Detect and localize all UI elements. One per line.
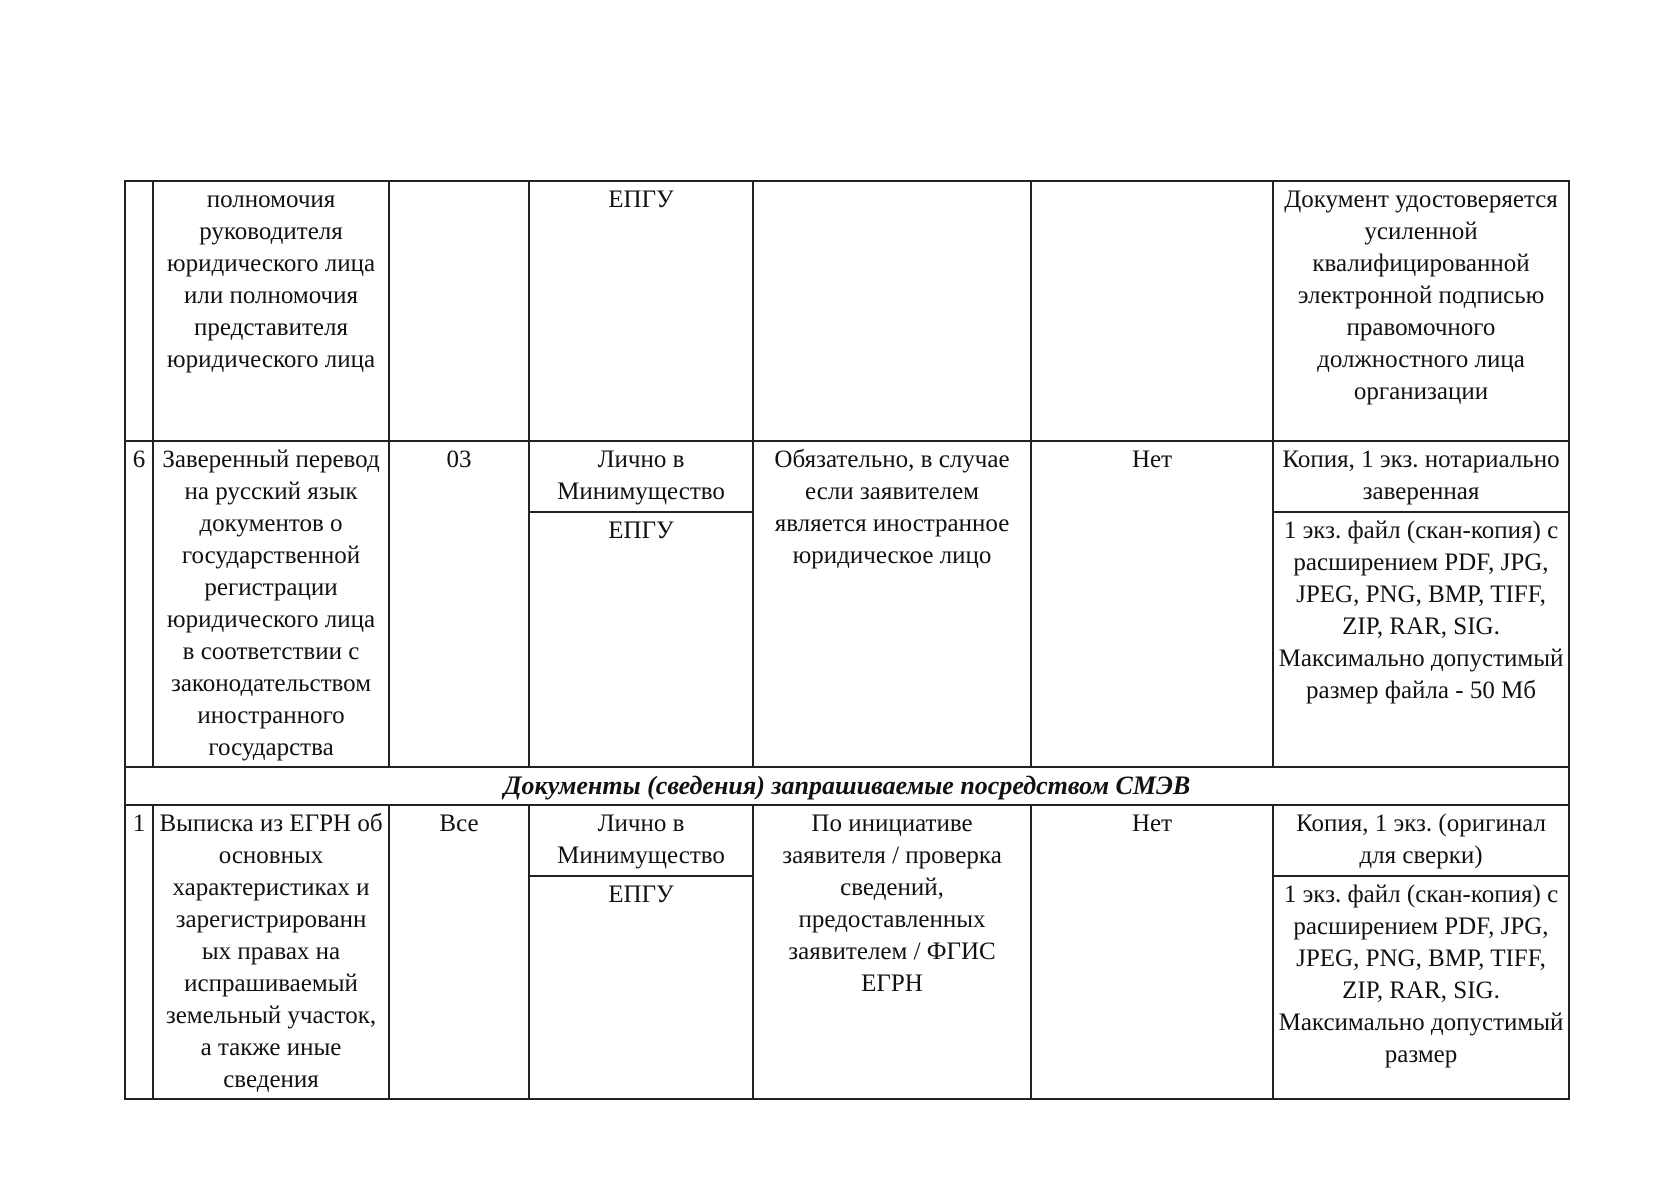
cell-form: Документ удостоверяется усиленной квалифицированной электронной подписью правомочного должностного лица организации [1273,181,1569,441]
table-row-1a [125,805,1569,876]
cell-form-electronic: 1 экз. файл (скан-копия) с расширением PDF, JPG, JPEG, PNG, BMP, TIFF, ZIP, RAR, SIG. Максимально допустимый размер файла - 50 Мб [1273,512,1569,767]
documents-table [124,180,1570,1100]
cell-code: 03 [389,441,529,767]
cell-document-name: Заверенный перевод на русский язык документов о государственной регистрации юридического лица в соответствии с законодательством иностранного государства [153,441,389,767]
cell-form-paper: Копия, 1 экз. (оригинал для сверки) [1273,805,1569,876]
table-row-6a [125,441,1569,512]
cell-row-number: 6 [125,441,153,767]
section-row [125,767,1569,805]
cell-flag-empty [1031,181,1273,441]
cell-condition: Обязательно, в случае если заявителем является иностранное юридическое лицо [753,441,1031,767]
cell-method-personal: Лично в Минимущество [529,441,753,512]
cell-row-number: 1 [125,805,153,1099]
cell-method-online: ЕПГУ [529,512,753,767]
cell-flag: Нет [1031,805,1273,1099]
table-row-continued [125,181,1569,441]
cell-code: Все [389,805,529,1099]
cell-condition-empty [753,181,1031,441]
cell-method: ЕПГУ [529,181,753,441]
cell-flag: Нет [1031,441,1273,767]
cell-num-empty [125,181,153,441]
cell-form-paper: Копия, 1 экз. нотариально заверенная [1273,441,1569,512]
cell-method-personal: Лично в Минимущество [529,805,753,876]
cell-code-empty [389,181,529,441]
cell-condition: По инициативе заявителя / проверка сведений, предоставленных заявителем / ФГИС ЕГРН [753,805,1031,1099]
cell-document-name: полномочия руководителя юридического лица или полномочия представителя юридического лица [153,181,389,441]
cell-document-name: Выписка из ЕГРН об основных характеристиках и зарегистрированн ых правах на испрашиваемый земельный участок, а также иные сведения [153,805,389,1099]
section-title: Документы (сведения) запрашиваемые посредством СМЭВ [125,767,1569,805]
cell-method-online: ЕПГУ [529,876,753,1099]
cell-form-electronic: 1 экз. файл (скан-копия) с расширением PDF, JPG, JPEG, PNG, BMP, TIFF, ZIP, RAR, SIG. Максимально допустимый размер [1273,876,1569,1099]
